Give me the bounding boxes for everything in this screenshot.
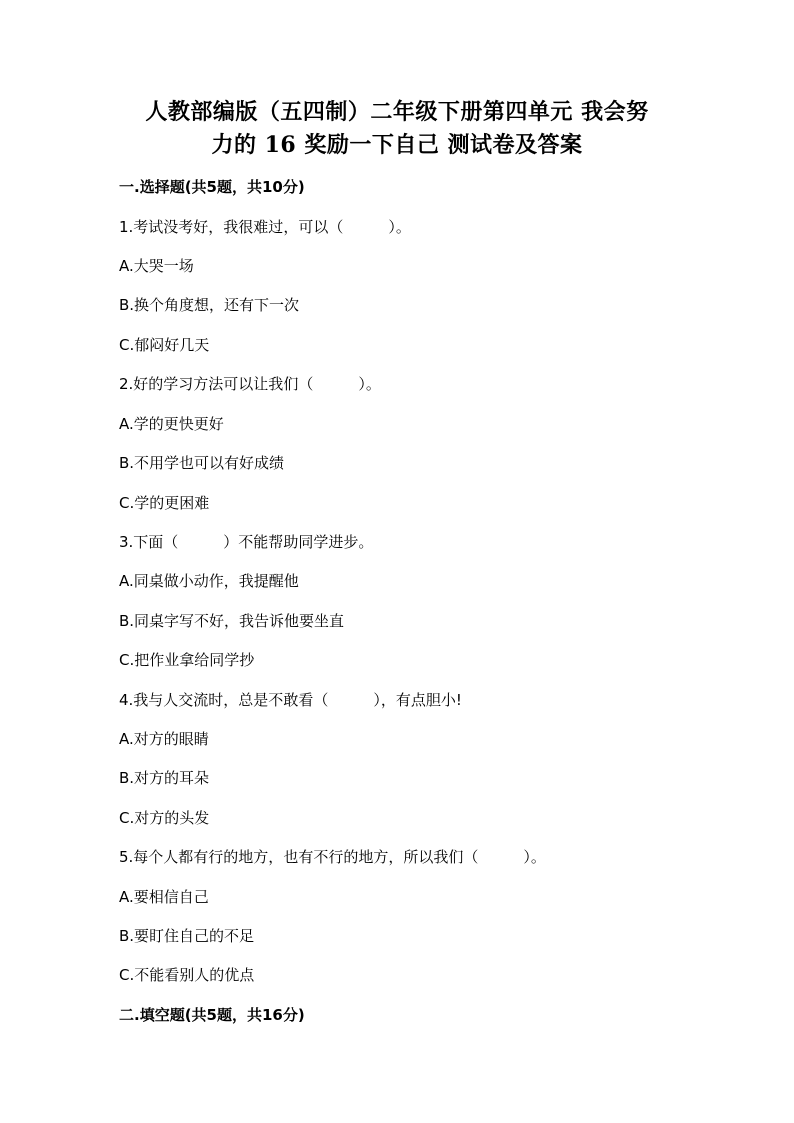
question-2-option-c: C.学的更困难 — [119, 494, 210, 512]
section-heading-fill-in: 二.填空题(共5题，共16分) — [119, 1006, 305, 1024]
question-4-option-a: A.对方的眼睛 — [119, 730, 209, 748]
question-5-option-c: C.不能看别人的优点 — [119, 966, 255, 984]
question-3-option-a: A.同桌做小动作，我提醒他 — [119, 572, 299, 590]
question-2-stem: 2.好的学习方法可以让我们（ ）。 — [119, 375, 381, 393]
section-heading-multiple-choice: 一.选择题(共5题，共10分) — [119, 178, 305, 196]
document-title-line-1: 人教部编版（五四制）二年级下册第四单元 我会努 — [145, 99, 649, 125]
document-title-line-2: 力的 16 奖励一下自己 测试卷及答案 — [211, 132, 583, 158]
question-3-stem: 3.下面（ ）不能帮助同学进步。 — [119, 533, 374, 551]
question-4-option-c: C.对方的头发 — [119, 809, 210, 827]
question-5-option-a: A.要相信自己 — [119, 888, 209, 906]
question-5-stem: 5.每个人都有行的地方，也有不行的地方，所以我们（ ）。 — [119, 848, 546, 866]
question-3-option-b: B.同桌字写不好，我告诉他要坐直 — [119, 612, 345, 630]
question-1-option-a: A.大哭一场 — [119, 257, 194, 275]
question-3-option-c: C.把作业拿给同学抄 — [119, 651, 255, 669]
question-4-option-b: B.对方的耳朵 — [119, 769, 210, 787]
question-2-option-b: B.不用学也可以有好成绩 — [119, 454, 285, 472]
question-1-stem: 1.考试没考好，我很难过，可以（ ）。 — [119, 218, 411, 236]
question-2-option-a: A.学的更快更好 — [119, 415, 224, 433]
question-4-stem: 4.我与人交流时，总是不敢看（ ），有点胆小! — [119, 691, 462, 709]
question-5-option-b: B.要盯住自己的不足 — [119, 927, 255, 945]
question-1-option-c: C.郁闷好几天 — [119, 336, 210, 354]
question-1-option-b: B.换个角度想，还有下一次 — [119, 296, 300, 314]
